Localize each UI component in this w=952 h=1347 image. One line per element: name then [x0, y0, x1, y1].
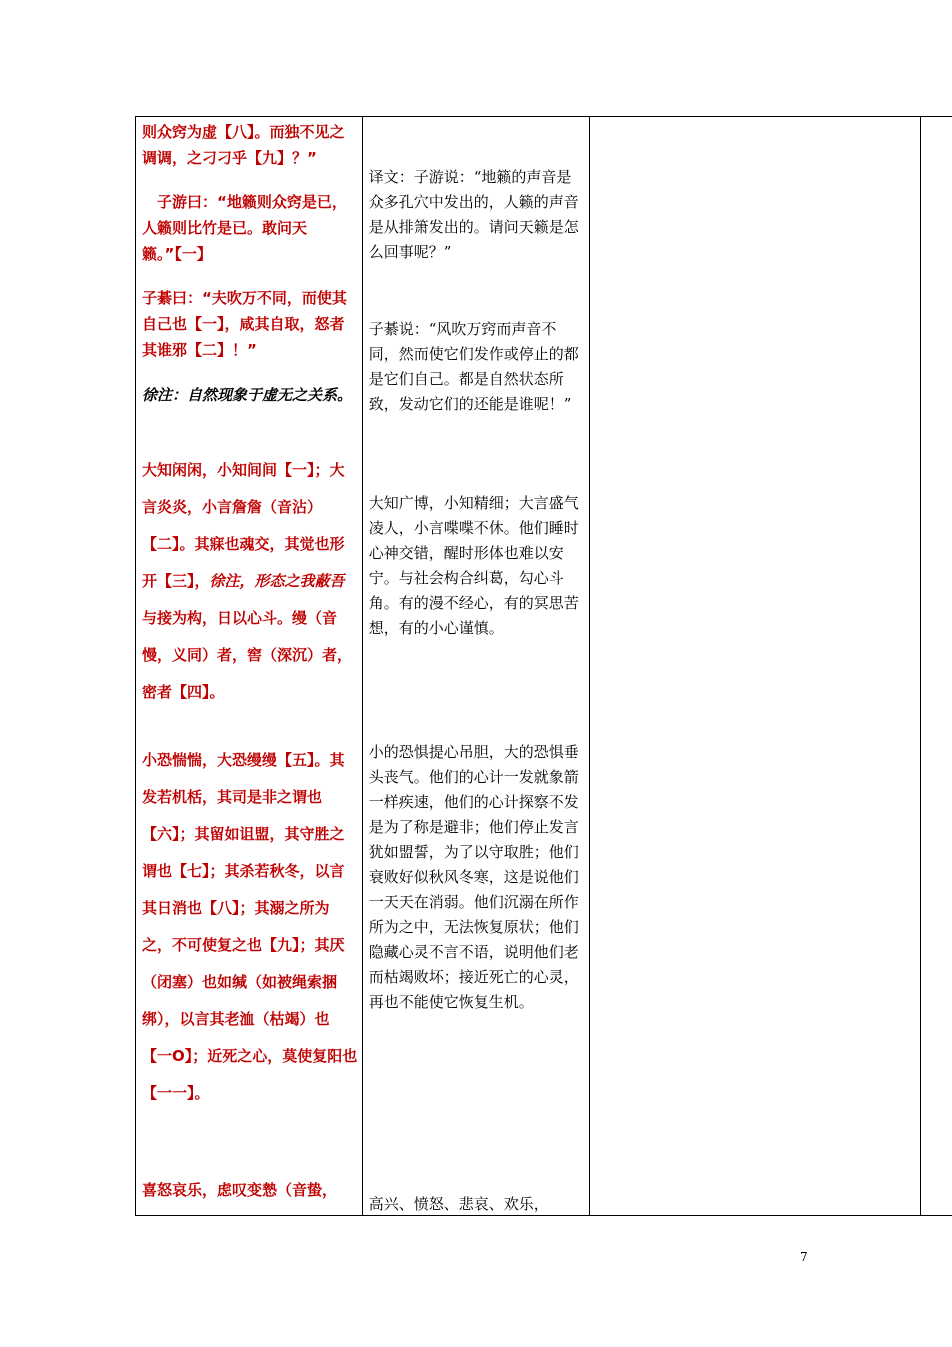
table-row: [136, 117, 952, 1216]
original-paragraph-1: 则众窍为虚【八】。而独不见之调调，之刁刁乎【九】？”: [142, 123, 345, 167]
page-number: 7: [800, 1250, 808, 1264]
translation-paragraph-1: 译文：子游说：“地籁的声音是众多孔穴中发出的，人籁的声音是从排箫发出的。请问天籁是怎么回事呢？”: [368, 168, 579, 261]
original-paragraph-4: [142, 452, 358, 711]
original-paragraph-4-note: 徐注，形态之我蔽吾: [209, 572, 345, 590]
translation-column: [362, 117, 590, 1216]
original-paragraph-2: 子游曰：“地籁则众窍是已，人籁则比竹是已。敢问天籁。”【一】: [142, 193, 347, 263]
translation-paragraph-3: 大知广博，小知精细；大言盛气凌人，小言喋喋不休。他们睡时心神交错，醒时形体也难以安宁。与社会构合纠葛，勾心斗角。有的漫不经心，有的冥思苦想，有的小心谨慎。: [368, 494, 579, 637]
translation-paragraph-2: 子綦说：“风吹万窍而声音不同，然而使它们发作或停止的都是它们自己。都是自然状态所致，发动它们的还能是谁呢！”: [368, 320, 579, 413]
original-paragraph-6: 喜怒哀乐，虑叹变慹（音蛰，: [142, 1181, 338, 1199]
original-paragraph-4-b: 与接为构，日以心斗。缦（音慢，义同）者，窖（深沉）者，密者【四】。: [142, 609, 353, 701]
original-paragraph-4-a: 大知闲闲，小知间间【一】；大言炎炎，小言詹詹（音沾）【二】。其寐也魂交，其觉也形开【三】，: [142, 461, 345, 590]
empty-column: [590, 117, 921, 1216]
original-text-column: [136, 117, 363, 1216]
original-paragraph-5: 小恐惴惴，大恐缦缦【五】。其发若机栝，其司是非之谓也【六】；其留如诅盟，其守胜之谓也【七】；其杀若秋冬，以言其日消也【八】；其溺之所为之，不可使复之也【九】；其厌（闭塞）也如缄（如被绳索捆绑），以言其老洫（枯竭）也【一O】；近死之心，莫使复阳也【一一】。: [142, 751, 358, 1102]
original-paragraph-3: 子綦曰：“夫吹万不同，而使其自己也【一】，咸其自取，怒者其谁邪【二】！”: [142, 289, 347, 359]
translation-paragraph-4: 小的恐惧提心吊胆，大的恐惧垂头丧气。他们的心计一发就象箭一样疾速，他们的心计探察不发是为了称是避非；他们停止发言犹如盟誓，为了以守取胜；他们衰败好似秋风冬寒，这是说他们一天天在消弱。他们沉溺在所作所为之中，无法恢复原状；他们隐藏心灵不言不语，说明他们老而枯竭败坏；接近死亡的心灵，再也不能使它恢复生机。: [368, 743, 579, 1011]
commentary-note: 徐注：自然现象于虚无之关系。: [142, 386, 353, 404]
text-table: [135, 116, 952, 1216]
edge-column: [921, 117, 952, 1216]
translation-paragraph-5: 高兴、愤怒、悲哀、欢乐，: [368, 1195, 549, 1213]
